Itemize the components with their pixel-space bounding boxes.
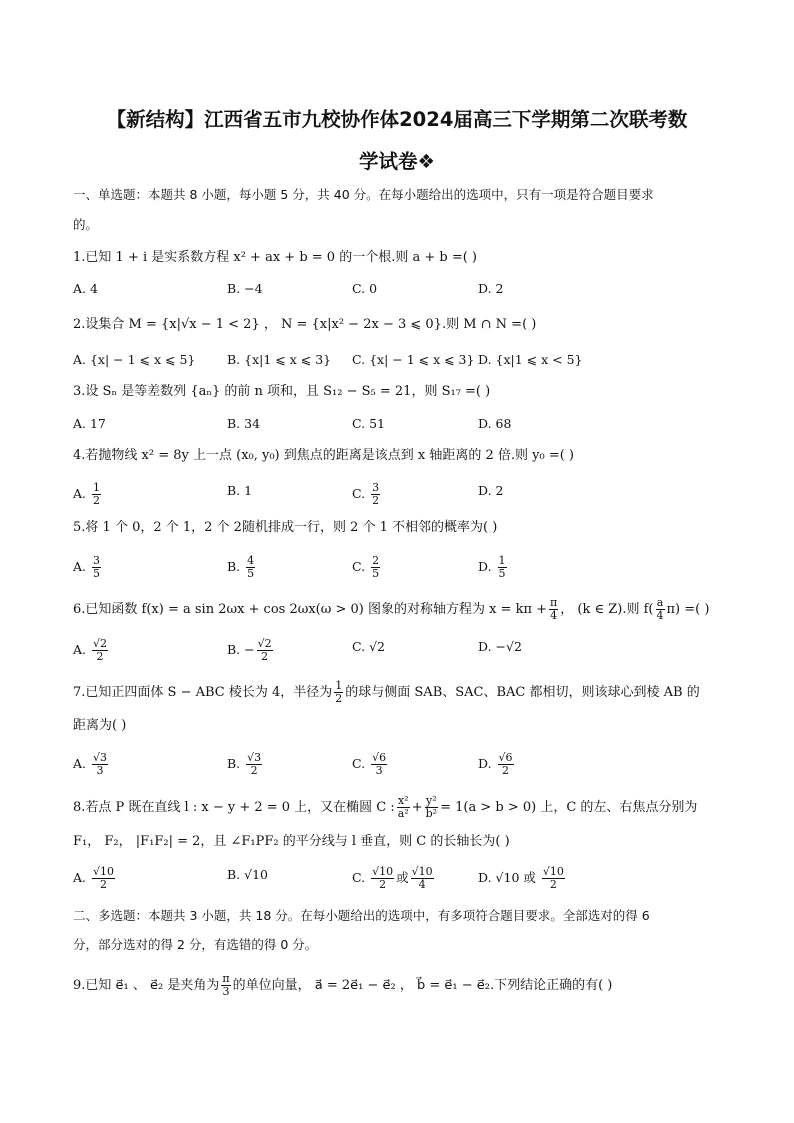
fraction <box>656 597 665 622</box>
option-letter: A. <box>73 559 87 574</box>
numerator: √10 <box>372 865 394 878</box>
fraction <box>371 482 380 507</box>
denominator: 2 <box>250 764 258 777</box>
question-1-option-c: C. 0 <box>352 281 378 296</box>
question-3-option-c: C. 51 <box>352 416 385 431</box>
option-letter: B. − <box>227 642 255 657</box>
fraction <box>498 752 514 777</box>
section1-heading-line2: 的。 <box>73 217 99 232</box>
fraction <box>425 795 438 820</box>
stem-part: 的单位向量， a⃗ = 2e⃗₁ − e⃗₂ ， b⃗ = e⃗₁ − e⃗₂.下列结论正确的有( ) <box>232 978 613 993</box>
section2-heading-line1: 二、多选题：本题共 3 小题，共 18 分。在每小题给出的选项中，有多项符合题目要求。全部选对的得 6 <box>73 908 650 923</box>
denominator: 5 <box>372 567 380 580</box>
option-letter: A. <box>73 756 87 771</box>
option-letter: C. <box>352 559 366 574</box>
stem-part: 的球与侧面 SAB、SAC、BAC 都相切，则该球心到棱 AB 的 <box>345 685 700 700</box>
fraction <box>246 752 262 777</box>
option-letter: B. <box>227 559 241 574</box>
option-letter: B. <box>227 756 241 771</box>
question-5-option-d <box>478 555 509 580</box>
fraction <box>92 482 101 507</box>
option-letter: A. <box>73 870 87 885</box>
question-4-option-a <box>73 482 103 507</box>
denominator: 2 <box>549 878 557 891</box>
fraction <box>221 973 230 998</box>
question-6-option-c: C. √2 <box>352 639 385 654</box>
stem-part: 7.已知正四面体 S − ABC 棱长为 4，半径为 <box>73 685 333 700</box>
question-7-option-d <box>478 752 516 777</box>
question-8-option-a <box>73 866 117 891</box>
denominator: 4 <box>656 609 664 622</box>
question-7-option-c <box>352 752 389 777</box>
denominator: 2 <box>502 764 510 777</box>
question-4-stem: 4.若抛物线 x² = 8y 上一点 (x₀, y₀) 到焦点的距离是该点到 x 轴距离的 2 倍.则 y₀ =( ) <box>73 448 575 463</box>
numerator: a <box>656 596 664 609</box>
option-letter: D. <box>478 559 492 574</box>
fraction <box>371 555 380 580</box>
denominator: 5 <box>93 567 100 580</box>
question-6-option-d: D. −√2 <box>478 639 522 654</box>
or-text: 或 <box>396 870 409 885</box>
denominator: 4 <box>550 609 558 622</box>
question-3-option-a: A. 17 <box>73 416 106 431</box>
question-1-option-b: B. −4 <box>227 281 263 296</box>
question-3-option-b: B. 34 <box>227 416 261 431</box>
stem-part: 9.已知 e⃗₁ 、 e⃗₂ 是夹角为 <box>73 978 220 993</box>
question-8-stem: 8.若点 P 既在直线 l : x − y + 2 = 0 上，又在椭圆 C : $\frac{\text{x²}}{\text{a²}}$ + $\frac{\text{y²}}{\text{b²}}$ = 1(a > b > 0) 上，C 的左、右焦点分别为 <box>73 794 698 820</box>
denominator: 2 <box>379 878 387 891</box>
question-5-option-a <box>73 555 103 580</box>
numerator: √10 <box>411 865 433 878</box>
numerator: 3 <box>93 554 100 567</box>
numerator: 2 <box>372 554 380 567</box>
denominator: 2 <box>335 692 343 705</box>
question-2-option-a: A. {x| − 1 ⩽ x ⩽ 5} <box>73 352 196 367</box>
question-2-option-c: C. {x| − 1 ⩽ x ⩽ 3} <box>352 352 475 367</box>
question-5-option-b <box>227 555 257 580</box>
fraction <box>92 638 108 663</box>
denominator: 2 <box>100 878 107 891</box>
question-2-stem: 2.设集合 M = {x|√x − 1 < 2} ， N = {x|x² − 2x − 3 ⩽ 0}.则 M ∩ N =( ) <box>73 317 537 332</box>
question-6-option-a <box>73 638 110 663</box>
numerator: 4 <box>247 554 255 567</box>
fraction <box>257 638 273 663</box>
denominator: 3 <box>375 764 383 777</box>
numerator: π <box>222 972 230 985</box>
question-3-option-d: D. 68 <box>478 416 512 431</box>
question-2-option-b: B. {x|1 ⩽ x ⩽ 3} <box>227 352 332 367</box>
numerator: √2 <box>257 637 272 650</box>
denominator: 5 <box>247 567 255 580</box>
numerator: x² <box>397 794 409 807</box>
denominator: a² <box>397 807 409 820</box>
option-letter: C. <box>352 870 366 885</box>
denominator: 4 <box>418 878 426 891</box>
page-title-line2: 学试卷❖ <box>359 150 435 173</box>
question-4-option-b: B. 1 <box>227 483 253 498</box>
numerator: 3 <box>372 481 380 494</box>
numerator: y² <box>426 794 437 807</box>
page-title-line1: 【新结构】江西省五市九校协作体2024届高三下学期第二次联考数 <box>106 108 688 131</box>
fraction <box>549 597 558 622</box>
question-7-stem-line2: 距离为( ) <box>73 718 127 733</box>
denominator: 3 <box>222 985 230 998</box>
stem-part: = 1(a > b > 0) 上，C 的左、右焦点分别为 <box>440 800 698 815</box>
numerator: √6 <box>372 751 387 764</box>
question-2-option-d: D. {x|1 ⩽ x < 5} <box>478 352 583 367</box>
question-5-option-c <box>352 555 382 580</box>
stem-part: ， (k ∈ Z).则 f( <box>560 602 654 617</box>
section1-heading-line1: 一、单选题：本题共 8 小题，每小题 5 分，共 40 分。在每小题给出的选项中，只有一项是符合题目要求 <box>73 187 654 202</box>
fraction <box>371 752 387 777</box>
stem-part: π) =( ) <box>666 602 710 617</box>
numerator: √10 <box>93 865 115 878</box>
numerator: π <box>550 596 558 609</box>
denominator: 2 <box>261 650 269 663</box>
numerator: √6 <box>498 751 513 764</box>
fraction <box>411 866 434 891</box>
numerator: 1 <box>93 481 100 494</box>
section2-heading-line2: 分，部分选对的得 2 分，有选错的得 0 分。 <box>73 937 318 952</box>
numerator: 1 <box>335 679 343 692</box>
numerator: √10 <box>542 865 564 878</box>
question-3-stem: 3.设 Sₙ 是等差数列 {aₙ} 的前 n 项和，且 S₁₂ − S₅ = 21，则 S₁₇ =( ) <box>73 384 491 399</box>
denominator: 2 <box>372 494 380 507</box>
fraction <box>498 555 507 580</box>
denominator: 3 <box>96 764 104 777</box>
denominator: 2 <box>96 650 104 663</box>
question-1-stem: 1.已知 1 + i 是实系数方程 x² + ax + b = 0 的一个根.则 a + b =( ) <box>73 250 478 265</box>
stem-part: 8.若点 P 既在直线 l : x − y + 2 = 0 上，又在椭圆 C : <box>73 800 395 815</box>
option-letter: D. √10 或 <box>478 870 536 885</box>
question-6-option-b <box>227 638 275 663</box>
option-letter: C. <box>352 756 366 771</box>
numerator: √2 <box>93 637 108 650</box>
fraction <box>92 555 101 580</box>
denominator: 5 <box>498 567 506 580</box>
fraction <box>542 866 565 891</box>
question-8-option-d <box>478 866 567 891</box>
question-8-stem-line2: F₁， F₂， |F₁F₂| = 2，且 ∠F₁PF₂ 的平分线与 l 垂直，则 C 的长轴长为( ) <box>73 834 510 849</box>
option-letter: D. <box>478 756 492 771</box>
question-7-option-b <box>227 752 264 777</box>
numerator: √3 <box>93 751 108 764</box>
denominator: b² <box>425 807 438 820</box>
question-7-option-a <box>73 752 110 777</box>
fraction <box>397 795 410 820</box>
question-9-stem <box>73 973 612 998</box>
fraction <box>334 680 343 705</box>
question-8-option-c <box>352 866 436 891</box>
numerator: 1 <box>498 554 506 567</box>
fraction <box>92 752 108 777</box>
fraction <box>92 866 115 891</box>
option-letter: C. <box>352 486 366 501</box>
denominator: 2 <box>93 494 100 507</box>
numerator: √3 <box>247 751 262 764</box>
question-1-option-a: A. 4 <box>73 281 98 296</box>
fraction <box>371 866 394 891</box>
question-4-option-d: D. 2 <box>478 483 504 498</box>
option-letter: A. <box>73 642 87 657</box>
fraction <box>246 555 255 580</box>
question-1-option-d: D. 2 <box>478 281 504 296</box>
option-letter: A. <box>73 486 87 501</box>
question-4-option-c <box>352 482 382 507</box>
question-5-stem: 5.将 1 个 0，2 个 1，2 个 2随机排成一行，则 2 个 1 不相邻的概率为( ) <box>73 520 498 535</box>
stem-part: 6.已知函数 f(x) = a sin 2ωx + cos 2ωx(ω > 0) 图象的对称轴方程为 x = kπ + <box>73 602 548 617</box>
question-7-stem <box>73 680 700 705</box>
question-8-option-b: B. √10 <box>227 867 269 882</box>
question-6-stem <box>73 597 709 622</box>
